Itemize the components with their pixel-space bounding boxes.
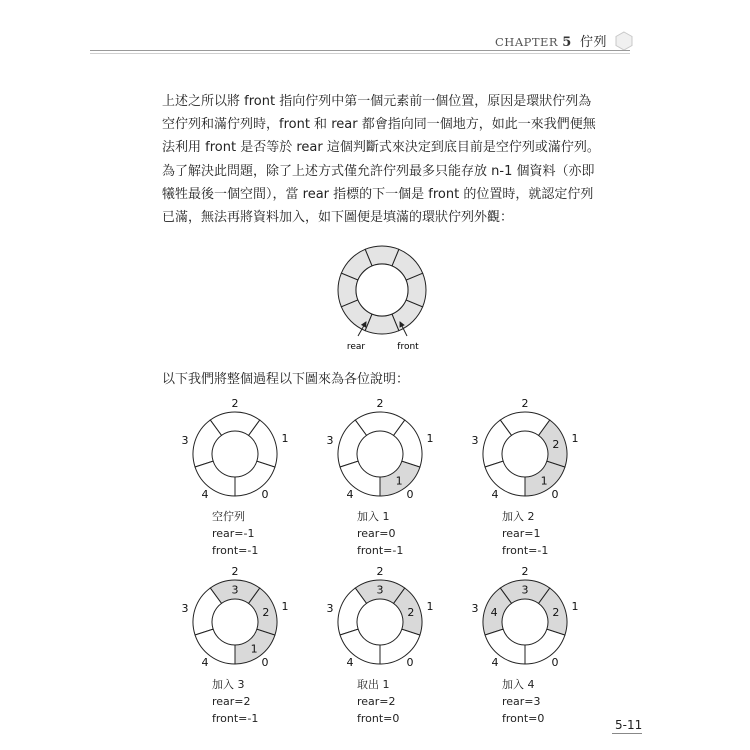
operation-label: 加入 3 [212,678,245,691]
slot-index-label: 0 [406,656,414,669]
chapter-header [495,31,615,49]
front-label: front [397,342,419,352]
slot-value: 2 [552,605,560,619]
slot-index-label: 4 [346,656,354,669]
operation-label: 加入 4 [502,678,535,691]
operation-label: 加入 2 [502,510,535,523]
slot-index-label: 3 [471,602,479,615]
slot-value: 3 [376,583,384,597]
slot-value: 4 [490,605,498,619]
slot-index-label: 0 [261,656,269,669]
rear-value: rear=2 [357,695,396,708]
front-value: front=-1 [212,712,259,725]
slot-index-label: 4 [491,488,499,501]
slot-index-label: 3 [181,602,189,615]
slot-index-label: 2 [231,397,239,410]
page-number-rule [612,733,642,734]
slot-index-label: 2 [376,565,384,578]
hexagon-icon [614,30,634,52]
slot-index-label: 4 [201,656,209,669]
full-queue-diagram [320,236,450,358]
front-value: front=0 [502,712,545,725]
queue-state-diagram [175,397,295,507]
state-caption [357,508,457,559]
slot-value: 1 [395,474,403,488]
slot-index-label: 3 [181,434,189,447]
slot-value: 2 [407,605,415,619]
paragraph-3: 以下我們將整個過程以下圖來為各位說明： [162,372,410,387]
slot-index-label: 4 [491,656,499,669]
slot-index-label: 1 [281,600,289,613]
queue-slot [380,629,420,664]
operation-label: 取出 1 [357,678,390,691]
slot-value: 3 [231,583,239,597]
header-rule [90,50,630,51]
slot-value: 3 [521,583,529,597]
slot-value: 2 [262,605,270,619]
slot-index-label: 4 [201,488,209,501]
front-value: front=-1 [212,544,259,557]
slot-index-label: 4 [346,488,354,501]
full-ring [338,246,426,334]
ring-center [356,264,408,316]
slot-index-label: 0 [406,488,414,501]
state-caption [357,676,457,727]
queue-state-diagram [320,397,440,507]
slot-index-label: 3 [471,434,479,447]
rear-value: rear=-1 [212,527,255,540]
slot-index-label: 2 [376,397,384,410]
state-caption [502,508,602,559]
rear-value: rear=3 [502,695,541,708]
front-value: front=0 [357,712,400,725]
front-value: front=-1 [502,544,549,557]
state-caption [502,676,602,727]
slot-value: 1 [540,474,548,488]
state-caption [212,676,312,727]
slot-index-label: 0 [551,488,559,501]
operation-label: 空佇列 [212,510,245,523]
operation-label: 加入 1 [357,510,390,523]
rear-value: rear=2 [212,695,251,708]
rear-label: rear [346,342,366,352]
queue-state-diagram [465,397,585,507]
rear-value: rear=1 [502,527,541,540]
queue-slot [525,629,565,664]
slot-index-label: 2 [231,565,239,578]
chapter-label: CHAPTER [495,35,559,49]
slot-index-label: 1 [426,600,434,613]
slot-index-label: 1 [571,600,579,613]
slot-index-label: 3 [326,434,334,447]
slot-index-label: 0 [551,656,559,669]
queue-state-diagram [465,565,585,675]
slot-index-label: 2 [521,565,529,578]
queue-slot [235,461,275,496]
slot-index-label: 3 [326,602,334,615]
paragraph-2: 為了解決此問題，除了上述方式僅允許佇列最多只能存放 n-1 個資料（亦即犧牲最後一個空間），當 rear 指標的下一個是 front 的位置時，就認定佇列已滿，無法再將資料加入，如下圖便是填滿的環狀佇列外觀： [162,164,595,225]
slot-index-label: 1 [426,432,434,445]
paragraph-1: 上述之所以將 front 指向佇列中第一個元素前一個位置，原因是環狀佇列為空佇列和滿佇列時，front 和 rear 都會指向同一個地方，如此一來我們便無法利用 front 是否等於 rear 這個判斷式來決定到底目前是空佇列或滿佇列。 [162,94,600,155]
chapter-title: 佇列 [579,35,607,50]
slot-index-label: 0 [261,488,269,501]
page-number: 5-11 [615,718,643,732]
state-caption [212,508,312,559]
rear-value: rear=0 [357,527,396,540]
slot-index-label: 2 [521,397,529,410]
front-value: front=-1 [357,544,404,557]
slot-index-label: 1 [571,432,579,445]
header-rule-secondary [90,53,630,54]
queue-state-diagram [175,565,295,675]
slot-index-label: 1 [281,432,289,445]
slot-value: 2 [552,437,560,451]
chapter-number: 5 [562,35,572,50]
slot-value: 1 [250,642,258,656]
queue-state-diagram [320,565,440,675]
